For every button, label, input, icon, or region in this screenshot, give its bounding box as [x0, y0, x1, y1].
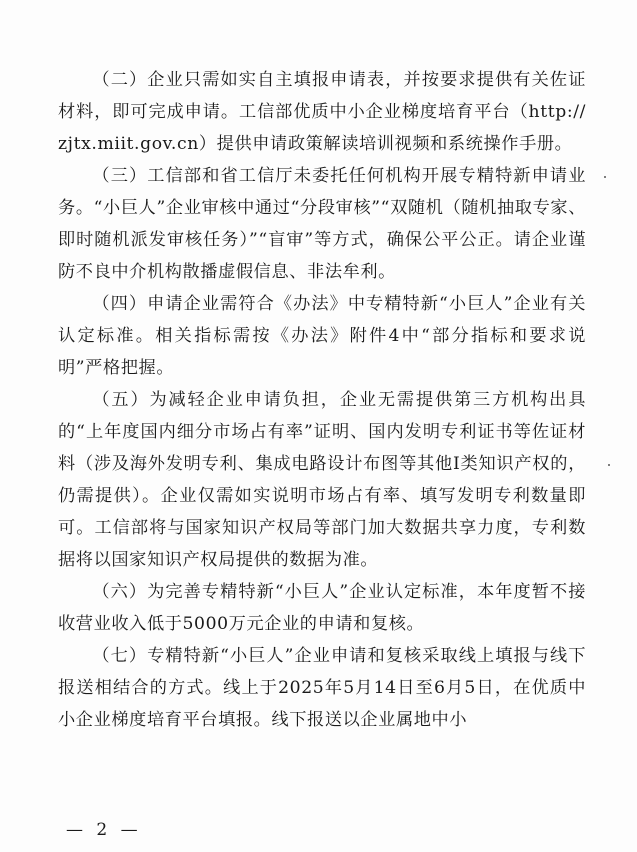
paragraph-6: （六）为完善专精特新“小巨人”企业认定标准，本年度暂不接收营业收入低于5000万元企业的申请和复核。 — [58, 582, 586, 634]
paragraph-3: （三）工信部和省工信厅未委托任何机构开展专精特新申请业务。“小巨人”企业审核中通过“分段审核”“双随机（随机抽取专家、即时随机派发审核任务）”“盲审”等方式，确保公平公正。请企业谨防不良中介机构散播虚假信息、非法牟利。 — [58, 166, 586, 282]
document-body — [58, 64, 586, 736]
paragraph-2: （二）企业只需如实自主填报申请表，并按要求提供有关佐证材料，即可完成申请。工信部优质中小企业梯度培育平台（http://zjtx.miit.gov.cn）提供申请政策解读培训视频和系统操作手册。 — [58, 70, 586, 154]
scan-speck — [604, 176, 606, 178]
paragraph-7: （七）专精特新“小巨人”企业申请和复核采取线上填报与线下报送相结合的方式。线上于2025年5月14日至6月5日，在优质中小企业梯度培育平台填报。线下报送以企业属地中小 — [58, 646, 586, 730]
paragraph-4: （四）申请企业需符合《办法》中专精特新“小巨人”企业有关认定标准。相关指标需按《办法》附件4中“部分指标和要求说明”严格把握。 — [58, 294, 586, 378]
page-number: — 2 — — [66, 820, 142, 840]
paragraph-5: （五）为减轻企业申请负担，企业无需提供第三方机构出具的“上年度国内细分市场占有率”证明、国内发明专利证书等佐证材料（涉及海外发明专利、集成电路设计布图等其他I类知识产权的，仍需提供）。企业仅需如实说明市场占有率、填写发明专利数量即可。工信部将与国家知识产权局等部门加大数据共享力度，专利数据将以国家知识产权局提供的数据为准。 — [58, 390, 586, 570]
scan-speck — [608, 464, 610, 466]
